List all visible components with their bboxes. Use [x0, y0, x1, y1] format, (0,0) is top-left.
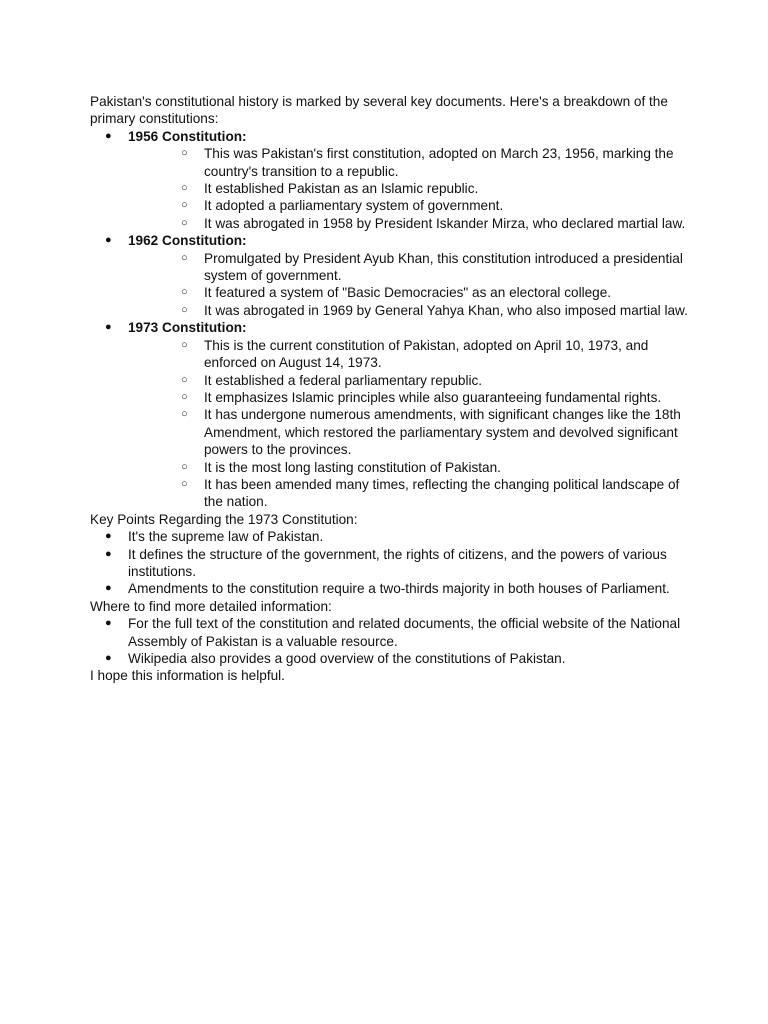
constitution-points — [128, 145, 690, 232]
list-item — [128, 337, 690, 372]
list-item-constitution-1956 — [90, 128, 690, 232]
list-item — [128, 145, 690, 180]
list-item-text: It defines the structure of the government, the rights of citizens, and the powers of various institutions. — [128, 546, 667, 579]
list-item-text: It established Pakistan as an Islamic republic. — [204, 181, 479, 197]
list-item — [90, 650, 690, 667]
bullet-icon: ● — [105, 129, 112, 142]
list-item-text: It was abrogated in 1958 by President Iskander Mirza, who declared martial law. — [204, 215, 686, 231]
list-item-text: It emphasizes Islamic principles while also guaranteeing fundamental rights. — [204, 389, 662, 405]
list-item-text: For the full text of the constitution and related documents, the official website of the National Assembly of Pakistan is a valuable resource. — [128, 616, 681, 649]
document-page — [90, 93, 690, 685]
constitution-points — [128, 250, 690, 320]
hollow-bullet-icon: ○ — [181, 182, 188, 195]
list-item — [128, 476, 690, 511]
list-item — [128, 284, 690, 301]
more-info-list — [90, 615, 690, 667]
constitution-points — [128, 337, 690, 511]
list-item — [128, 197, 690, 214]
constitution-heading: 1973 Constitution: — [128, 320, 247, 336]
hollow-bullet-icon: ○ — [181, 460, 188, 473]
list-item — [90, 546, 690, 581]
hollow-bullet-icon: ○ — [181, 408, 188, 421]
hollow-bullet-icon: ○ — [181, 373, 188, 386]
list-item-text: It featured a system of "Basic Democracies" as an electoral college. — [204, 285, 612, 301]
list-item-text: It is the most long lasting constitution of Pakistan. — [204, 459, 501, 475]
list-item — [90, 580, 690, 597]
hollow-bullet-icon: ○ — [181, 303, 188, 316]
list-item — [90, 615, 690, 650]
list-item — [128, 215, 690, 232]
list-item — [128, 180, 690, 197]
list-item-text: It's the supreme law of Pakistan. — [128, 529, 324, 545]
hollow-bullet-icon: ○ — [181, 286, 188, 299]
closing-paragraph: I hope this information is helpful. — [90, 668, 285, 684]
list-item-constitution-1973 — [90, 319, 690, 510]
list-item-text: It established a federal parliamentary republic. — [204, 372, 483, 388]
list-item — [128, 389, 690, 406]
bullet-icon: ● — [105, 582, 112, 595]
list-item-text: Amendments to the constitution require a two-thirds majority in both houses of Parliament. — [128, 581, 670, 597]
hollow-bullet-icon: ○ — [181, 216, 188, 229]
bullet-icon: ● — [105, 321, 112, 334]
list-item-text: This is the current constitution of Pakistan, adopted on April 10, 1973, and enforced on August 14, 1973. — [204, 337, 649, 371]
list-item — [128, 406, 690, 458]
bullet-icon: ● — [105, 530, 112, 543]
list-item — [128, 302, 690, 319]
key-points-list — [90, 528, 690, 598]
list-item — [90, 528, 690, 545]
list-item-text: This was Pakistan's first constitution, adopted on March 23, 1956, marking the country's transition to a republic. — [204, 146, 674, 179]
list-item-text: Wikipedia also provides a good overview of the constitutions of Pakistan. — [128, 651, 566, 666]
list-item — [128, 250, 690, 285]
hollow-bullet-icon: ○ — [181, 338, 188, 351]
list-item-text: It has been amended many times, reflecting the changing political landscape of the nation. — [204, 476, 680, 510]
hollow-bullet-icon: ○ — [181, 477, 188, 490]
list-item — [128, 372, 690, 389]
list-item-text: It adopted a parliamentary system of government. — [204, 198, 504, 214]
constitution-heading: 1962 Constitution: — [128, 233, 247, 249]
bullet-icon: ● — [105, 652, 112, 664]
more-info-heading: Where to find more detailed information: — [90, 598, 332, 614]
list-item-text: Promulgated by President Ayub Khan, this constitution introduced a presidential system of government. — [204, 250, 683, 284]
list-item-text: It was abrogated in 1969 by General Yahya Khan, who also imposed martial law. — [204, 302, 688, 318]
bullet-icon: ● — [105, 547, 112, 560]
constitution-heading: 1956 Constitution: — [128, 128, 247, 144]
list-item-constitution-1962 — [90, 232, 690, 319]
key-points-heading: Key Points Regarding the 1973 Constitution: — [90, 511, 358, 527]
bullet-icon: ● — [105, 234, 112, 247]
bullet-icon: ● — [105, 617, 112, 630]
intro-paragraph: Pakistan's constitutional history is marked by several key documents. Here's a breakdown of the primary constitutions: — [90, 94, 668, 127]
list-item — [128, 459, 690, 476]
hollow-bullet-icon: ○ — [181, 199, 188, 212]
hollow-bullet-icon: ○ — [181, 147, 188, 160]
hollow-bullet-icon: ○ — [181, 390, 188, 403]
hollow-bullet-icon: ○ — [181, 251, 188, 264]
constitutions-list — [90, 128, 690, 511]
list-item-text: It has undergone numerous amendments, with significant changes like the 18th Amendment, which restored the parliamentary system and devolved significant powers to the provinces. — [204, 407, 681, 458]
